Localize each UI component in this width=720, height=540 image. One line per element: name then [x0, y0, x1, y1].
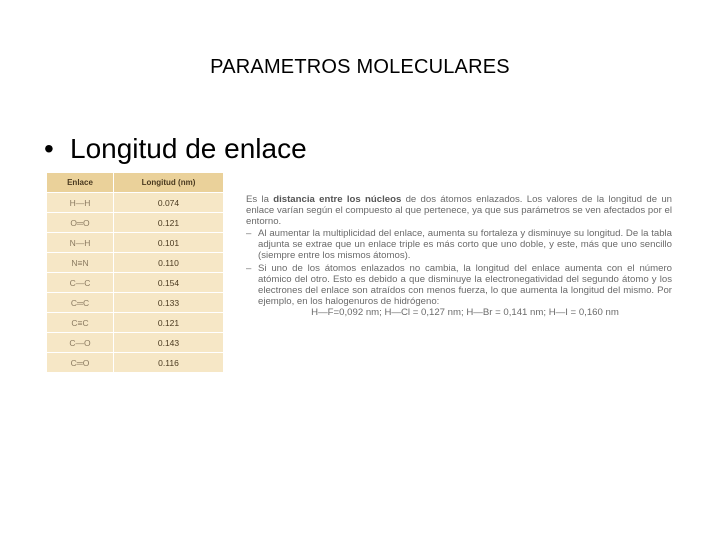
bond-cell: C—O [47, 333, 114, 353]
bond-length-table [46, 172, 224, 373]
bullet-item [44, 133, 307, 165]
bullet-text: Longitud de enlace [70, 133, 307, 164]
length-cell: 0.154 [114, 273, 224, 293]
description-item-2 [246, 263, 672, 307]
length-cell: 0.101 [114, 233, 224, 253]
item-2-text: Si uno de los átomos enlazados no cambia, la longitud del enlace aumenta con el número atómico del otro. Esto es debido a que disminuye la electronegatividad del segundo átomo y los electrones del enlace son atraídos con menos fuerza, lo que aumenta la longitud del mismo. Por ejemplo, en los halogenuros de hidrógeno: [258, 262, 672, 307]
table-row [47, 253, 224, 273]
intro-bold: distancia entre los núcleos [273, 194, 402, 205]
bond-cell: C—C [47, 273, 114, 293]
length-cell: 0.143 [114, 333, 224, 353]
table-row [47, 353, 224, 373]
intro-pre: Es la [246, 194, 274, 205]
bond-cell: H—H [47, 193, 114, 213]
length-cell: 0.121 [114, 313, 224, 333]
table-header-row [47, 173, 224, 193]
table-row [47, 293, 224, 313]
length-cell: 0.110 [114, 253, 224, 273]
length-cell: 0.074 [114, 193, 224, 213]
table-row [47, 273, 224, 293]
description-intro [246, 194, 672, 227]
bond-cell: N≡N [47, 253, 114, 273]
length-cell: 0.116 [114, 353, 224, 373]
hydrogen-halide-formula: H—F=0,092 nm; H—Cl = 0,127 nm; H—Br = 0,141 nm; H—I = 0,160 nm [311, 306, 619, 318]
description-item-1 [246, 228, 672, 261]
intro-post: de dos átomos enlazados. Los valores de la longitud de un enlace varían según el compuesto al que pertenece, ya que sus parámetros se ven afectados por el entorno. [246, 194, 672, 228]
bond-cell: N—H [47, 233, 114, 253]
length-cell: 0.121 [114, 213, 224, 233]
length-cell: 0.133 [114, 293, 224, 313]
dash-marker: – [246, 262, 252, 274]
table-row [47, 333, 224, 353]
header-bond: Enlace [47, 173, 114, 193]
slide-title: PARAMETROS MOLECULARES [210, 56, 510, 78]
header-length: Longitud (nm) [114, 173, 224, 193]
bond-cell: C═O [47, 353, 114, 373]
table-row [47, 233, 224, 253]
table-row [47, 213, 224, 233]
table-row [47, 313, 224, 333]
dash-marker: – [246, 228, 252, 240]
bullet-dot-icon: • [44, 133, 54, 164]
table-row [47, 193, 224, 213]
description-text [246, 194, 672, 318]
item-1-text: Al aumentar la multiplicidad del enlace, aumenta su fortaleza y disminuye su longitud. De la tabla adjunta se extrae que un enlace triple es más corto que uno doble, y este, más que uno sencillo (siempre entre los mismos átomos). [258, 228, 672, 262]
bond-cell: C≡C [47, 313, 114, 333]
bond-cell: O═O [47, 213, 114, 233]
bond-cell: C═C [47, 293, 114, 313]
